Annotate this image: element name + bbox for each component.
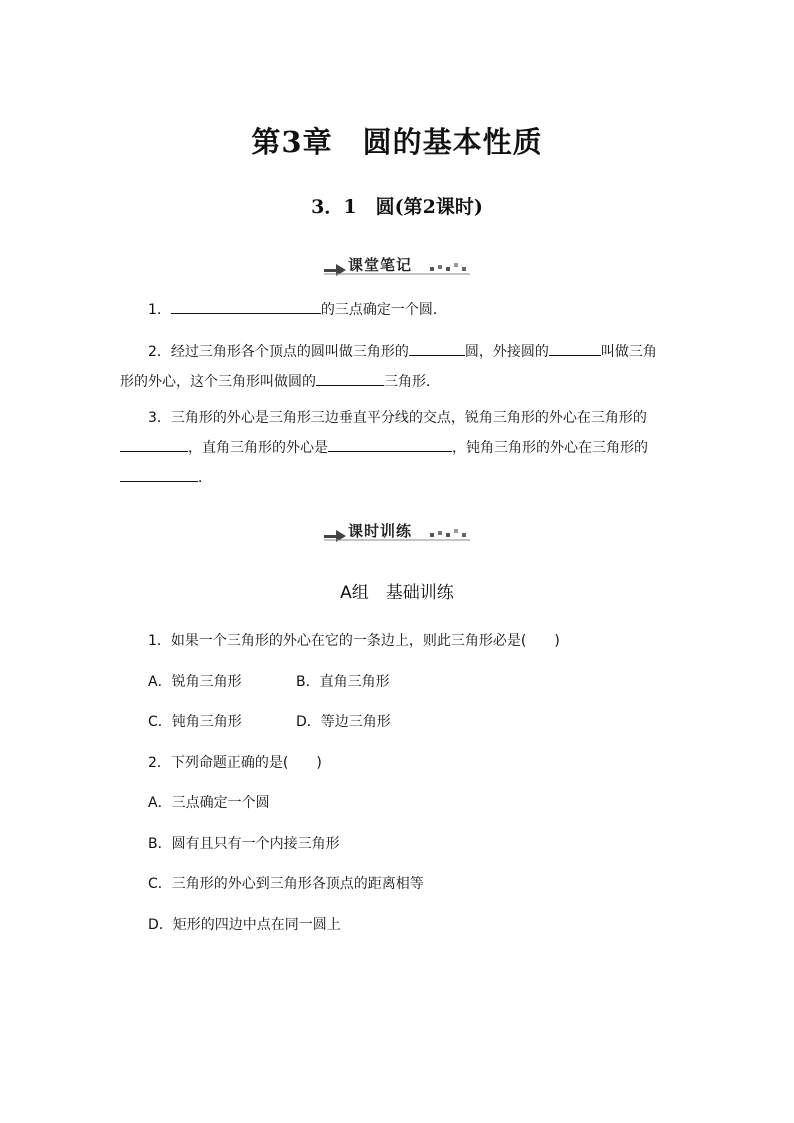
fill-blank[interactable] (120, 465, 198, 482)
note-item-3-text-b: ，直角三角形的外心是 (188, 440, 328, 456)
fill-blank[interactable] (328, 435, 452, 452)
note-item-3-text-a: 3．三角形的外心是三角形三边垂直平分线的交点，锐角三角形的外心在三角形的 (148, 410, 647, 426)
fill-blank[interactable] (120, 435, 188, 452)
question-2-stem: 2．下列命题正确的是( ) (148, 755, 322, 771)
note-item-1 (120, 295, 680, 325)
question-2-option-c[interactable]: C．三角形的外心到三角形各顶点的距离相等 (148, 876, 424, 892)
note-item-3 (120, 403, 680, 493)
note-item-2-text-c: 叫做三角 (600, 344, 657, 360)
question-2-option-a[interactable]: A．三点确定一个圆 (148, 795, 270, 811)
notes-banner (322, 253, 472, 277)
fill-blank[interactable] (549, 339, 601, 356)
fill-blank[interactable] (171, 297, 321, 314)
question-1-option-a[interactable]: A．锐角三角形 (148, 674, 242, 690)
training-banner-label: 课时训练 (348, 522, 413, 540)
fill-blank[interactable] (409, 339, 465, 356)
question-2-option-b[interactable]: B．圆有且只有一个内接三角形 (148, 836, 340, 852)
section-title: 3．1 圆(第2课时) (311, 196, 483, 218)
note-item-2-text-a: 2．经过三角形各个顶点的圆叫做三角形的 (148, 344, 409, 360)
training-banner (322, 519, 472, 543)
note-item-3-text-d: ． (198, 470, 212, 486)
question-1-stem: 1．如果一个三角形的外心在它的一条边上，则此三角形必是( ) (148, 633, 560, 649)
note-item-2 (120, 337, 680, 397)
note-item-1-number: 1． (148, 302, 171, 318)
question-1-option-c[interactable]: C．钝角三角形 (148, 714, 242, 730)
note-item-3-text-c: ，钝角三角形的外心在三角形的 (452, 440, 648, 456)
notes-banner-label: 课堂笔记 (348, 256, 413, 274)
fill-blank[interactable] (316, 369, 384, 386)
note-item-2-text-e: 三角形． (384, 374, 440, 390)
question-1-option-d[interactable]: D．等边三角形 (296, 714, 391, 730)
group-title: A组 基础训练 (340, 583, 454, 603)
note-item-2-text-b: 圆，外接圆的 (464, 344, 549, 360)
question-2-option-d[interactable]: D．矩形的四边中点在同一圆上 (148, 917, 341, 933)
chapter-title: 第3章 圆的基本性质 (251, 125, 543, 159)
question-1-option-b[interactable]: B．直角三角形 (296, 674, 390, 690)
note-item-2-text-d: 形的外心，这个三角形叫做圆的 (120, 374, 316, 390)
note-item-1-text: 的三点确定一个圆． (320, 302, 447, 318)
